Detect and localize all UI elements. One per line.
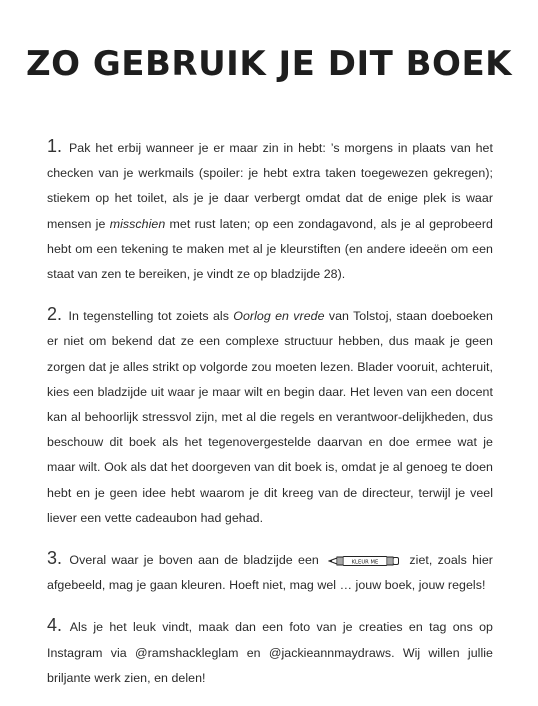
- paragraph-text: Pak het erbij wanneer je er maar zin in hebt: ’s morgens in plaats van het checken van je werkmails (spoiler: je hebt extra taken toegewezen gekregen); stiekem op het toilet, als je je daar verbergt omdat dat de enige plek is waar mensen je: [47, 141, 493, 231]
- paragraph-text: Overal waar je boven aan de bladzijde een: [69, 553, 319, 568]
- crayon-label: KLEUR ME: [351, 559, 379, 566]
- paragraph-text: met rust laten; op een zondagavond, als je al geprobeerd hebt om een tekening te maken met al je kleurstiften (en andere ideeën om een staat van zen te bereiken, je vindt ze op bladzijde 28).: [47, 216, 493, 282]
- paragraph-number: 2.: [47, 304, 63, 325]
- paragraph-text: In tegenstelling tot zoiets als: [68, 309, 234, 324]
- paragraph-number: 3.: [47, 548, 63, 569]
- paragraph-text: van Tolstoj, staan doeboeken er niet om bekend dat ze een complexe structuur hebben, dus maak je geen zorgen dat je alles strikt op volgorde zou moeten lezen. Blader vooruit, achteruit, kies een bladzijde uit waar je maar wilt en begin daar. Het leven van een docent kan al behoorlijk stressvol zijn, met al die regels en verantwoor-delijkheden, dus beschouw dit boek als het tegenovergestelde daarvan en doe ermee wat je maar wilt. Ook als dat het doorgeven van dit boek is, omdat je al genoeg te doen hebt en je geen idee hebt waarom je dit kreeg van de directeur, terwijl je veel liever een vette cadeaubon had gehad.: [47, 309, 493, 525]
- paragraph-italic-text: misschien: [109, 216, 166, 231]
- paragraph-text: ziet, zoals hier afgebeeld, mag je gaan kleuren. Hoeft niet, mag wel … jouw boek, jouw regels!: [47, 553, 493, 593]
- instruction-paragraph-2: [47, 302, 493, 531]
- paragraph-number: 4.: [47, 615, 63, 636]
- paragraph-number: 1.: [47, 136, 63, 156]
- page-title: ZO GEBRUIK JE DIT BOEK: [25, 44, 513, 84]
- paragraph-text: Als je het leuk vindt, maak dan een foto van je creaties en tag ons op Instagram via @ramshackleglam en @jackieannmaydraws. Wij willen jullie briljante werk zien, en delen!: [47, 620, 493, 685]
- instruction-paragraph-4: [47, 613, 493, 691]
- paragraph-italic-text: Oorlog en vrede: [233, 309, 325, 324]
- instructions-body: [47, 134, 493, 706]
- instruction-paragraph-3: [47, 546, 493, 598]
- crayon-icon: [328, 554, 400, 568]
- instruction-paragraph-1: [47, 134, 493, 287]
